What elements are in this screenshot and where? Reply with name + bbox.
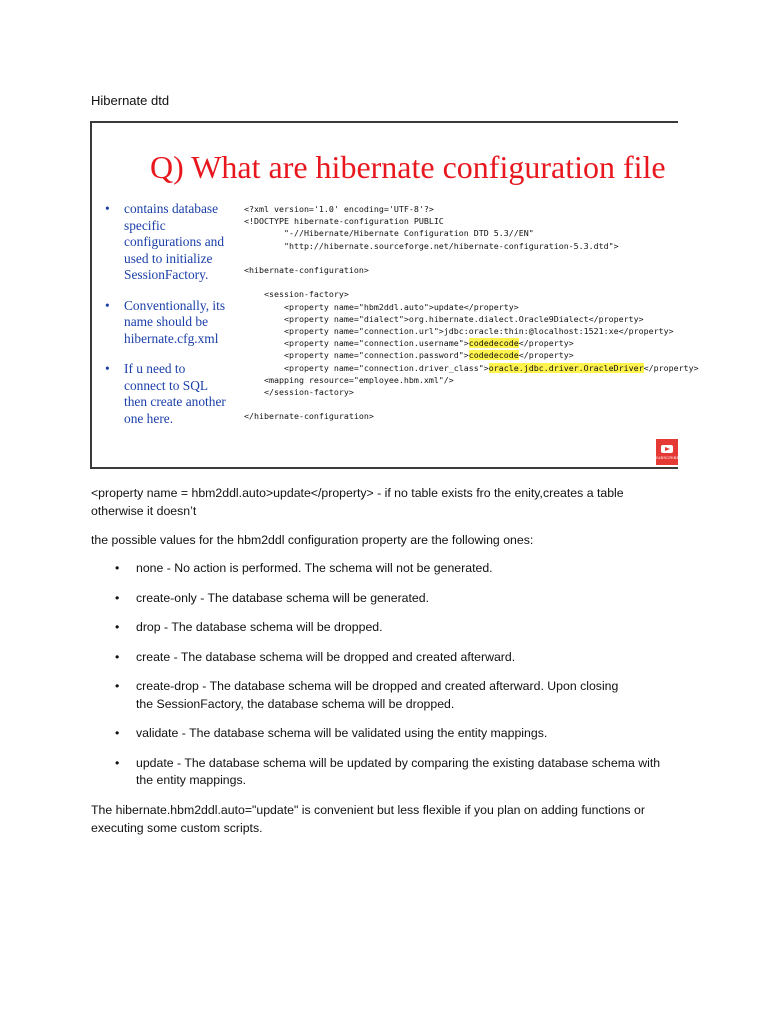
value-item-create-drop [112, 678, 682, 713]
highlighted-value: codedecode [468, 338, 519, 349]
value-item-validate [112, 725, 682, 743]
code-line [244, 276, 699, 288]
code-line: <!DOCTYPE hibernate-configuration PUBLIC [244, 216, 444, 227]
intro-line: otherwise it doesn’t [91, 504, 197, 518]
slide-bullet: • If u need to connect to SQL then create another one here. [100, 361, 226, 427]
code-line: <hibernate-configuration> [244, 265, 369, 276]
value-item-update [112, 755, 682, 790]
value-line: none - No action is performed. The schema will not be generated. [136, 561, 493, 575]
closing-line: executing some custom scripts. [91, 821, 263, 835]
slide-bullet-list [100, 201, 226, 441]
slide-bullet: • Conventionally, its name should be hibernate.cfg.xml [100, 298, 226, 348]
slide-image [90, 121, 699, 469]
code-line: "http://hibernate.sourceforge.net/hibernate-configuration-5.3.dtd"> [244, 240, 619, 251]
code-line: <property name="connection.password">codedecode</property> [244, 350, 574, 361]
value-line: the SessionFactory, the database schema will be dropped. [136, 696, 455, 711]
value-line: create-drop - The database schema will be dropped and created afterward. Upon closing [136, 679, 619, 693]
code-line: <property name="connection.driver_class">oracle.jdbc.driver.OracleDriver</property> [244, 362, 699, 373]
value-line: create-only - The database schema will be generated. [136, 590, 430, 605]
code-line: <property name="dialect">org.hibernate.dialect.Oracle9Dialect</property> [244, 313, 644, 324]
value-item-create [112, 649, 682, 667]
closing-paragraph [91, 801, 681, 837]
value-item-none [112, 560, 682, 578]
value-line: update - The database schema will be updated by comparing the existing database schema with [136, 755, 661, 770]
code-line: </hibernate-configuration> [244, 411, 374, 422]
xml-code-block [244, 203, 699, 423]
code-line: <?xml version='1.0' encoding='UTF-8'?> [244, 204, 434, 214]
code-line: <property name="connection.username">codedecode</property> [244, 338, 574, 349]
value-line: the entity mappings. [136, 773, 247, 787]
code-line: <session-factory> [244, 289, 349, 300]
youtube-subscribe-badge [656, 439, 678, 465]
code-line [244, 398, 699, 410]
value-line: create - The database schema will be dropped and created afterward. [136, 649, 516, 664]
subscribe-label: SUBSCRIBE [654, 454, 680, 460]
youtube-play-icon [661, 445, 673, 453]
value-line: validate - The database schema will be validated using the entity mappings. [136, 726, 548, 740]
intro-paragraph [91, 484, 681, 520]
code-line [244, 252, 699, 264]
slide-bullet: • contains database specific configurations and used to initialize SessionFactory. [100, 201, 226, 284]
intro-line: <property name = hbm2ddl.auto>update</property> - if no table exists fro the enity,creates a table [91, 486, 624, 500]
code-line: </session-factory> [244, 387, 354, 398]
code-line: <property name="hbm2ddl.auto">update</property> [244, 301, 519, 312]
highlighted-value: oracle.jdbc.driver.OracleDriver [488, 362, 644, 373]
value-line: drop - The database schema will be dropped. [136, 620, 383, 634]
code-line: <mapping resource="employee.hbm.xml"/> [244, 374, 454, 385]
hbm2ddl-values-list [112, 560, 682, 790]
page-heading: Hibernate dtd [91, 93, 170, 108]
slide-title: Q) What are hibernate configuration file [150, 149, 666, 185]
value-item-drop [112, 619, 682, 637]
closing-line: The hibernate.hbm2ddl.auto="update" is convenient but less flexible if you plan on adding functions or [91, 803, 645, 817]
code-line: "-//Hibernate/Hibernate Configuration DTD 5.3//EN" [244, 228, 534, 239]
highlighted-value: codedecode [468, 350, 519, 361]
values-intro: the possible values for the hbm2ddl configuration property are the following ones: [91, 533, 534, 547]
code-line: <property name="connection.url">jdbc:oracle:thin:@localhost:1521:xe</property> [244, 326, 674, 337]
value-item-create-only [112, 590, 682, 608]
